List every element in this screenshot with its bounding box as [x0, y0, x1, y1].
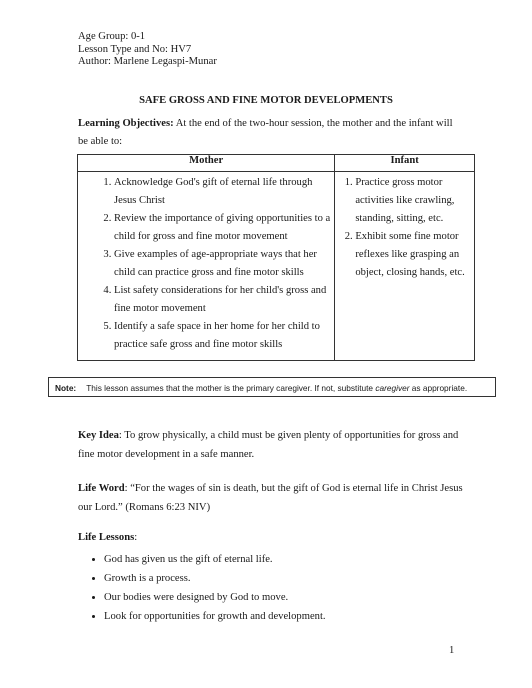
- life-lessons-colon: :: [134, 532, 138, 543]
- list-item: • Growth is a process.: [104, 569, 326, 588]
- note-box: [48, 377, 496, 397]
- learning-objectives-label: Learning Objectives:: [78, 118, 174, 129]
- table-row: [78, 172, 475, 361]
- note-emphasis: caregiver: [375, 383, 410, 393]
- note-label: Note:: [55, 383, 77, 393]
- list-item: • Look for opportunities for growth and development.: [104, 607, 326, 626]
- key-idea-label: Key Idea: [78, 430, 119, 441]
- life-lessons-list: [78, 550, 326, 626]
- document-header: [78, 31, 217, 69]
- mother-objectives-list: [78, 174, 330, 354]
- life-lessons-label: Life Lessons: [78, 532, 135, 543]
- life-lessons-heading: [78, 532, 137, 543]
- key-idea: [78, 426, 468, 464]
- age-group: Age Group: 0-1: [78, 31, 146, 42]
- list-item: 4. List safety considerations for her child's gross and fine motor movement: [114, 282, 330, 318]
- note-text: This lesson assumes that the mother is the primary caregiver. If not, substitute: [86, 383, 376, 393]
- life-word-label: Life Word: [78, 483, 125, 494]
- list-item: 2. Review the importance of giving opportunities to a child for gross and fine motor movement: [114, 210, 330, 246]
- list-item: • Our bodies were designed by God to move.: [104, 588, 326, 607]
- list-item: 2. Exhibit some fine motor reflexes like grasping an object, closing hands, etc.: [355, 228, 470, 282]
- infant-header: Infant: [335, 155, 475, 172]
- learning-objectives-text: At the end of the two-hour session, the mother and the infant will be able to:: [78, 118, 453, 147]
- mother-cell: [78, 172, 335, 361]
- list-item: 3. Give examples of age-appropriate ways that her child can practice gross and fine motor skills: [114, 246, 330, 282]
- mother-header: Mother: [78, 155, 335, 172]
- author: Author: Marlene Legaspi-Munar: [78, 56, 217, 67]
- life-word: [78, 479, 468, 517]
- objectives-table: [77, 154, 475, 361]
- list-item: • God has given us the gift of eternal life.: [104, 550, 326, 569]
- life-word-text: : “For the wages of sin is death, but the gift of God is eternal life in Christ Jesus our Lord.” (Romans 6:23 NIV): [78, 483, 463, 513]
- list-item: 1. Practice gross motor activities like crawling, standing, sitting, etc.: [355, 174, 470, 228]
- key-idea-text: : To grow physically, a child must be given plenty of opportunities for gross and fine motor development in a safe manner.: [78, 430, 459, 460]
- table-header-row: [78, 155, 475, 172]
- page-number: 1: [449, 645, 455, 656]
- note-text-end: as appropriate.: [409, 383, 468, 393]
- page-title: SAFE GROSS AND FINE MOTOR DEVELOPMENTS: [139, 95, 393, 106]
- infant-cell: [335, 172, 475, 361]
- infant-objectives-list: [335, 174, 470, 282]
- list-item: 1. Acknowledge God's gift of eternal life through Jesus Christ: [114, 174, 330, 210]
- lesson-type: Lesson Type and No: HV7: [78, 43, 192, 55]
- list-item: 5. Identify a safe space in her home for her child to practice safe gross and fine motor skills: [114, 318, 330, 354]
- learning-objectives: [78, 115, 458, 151]
